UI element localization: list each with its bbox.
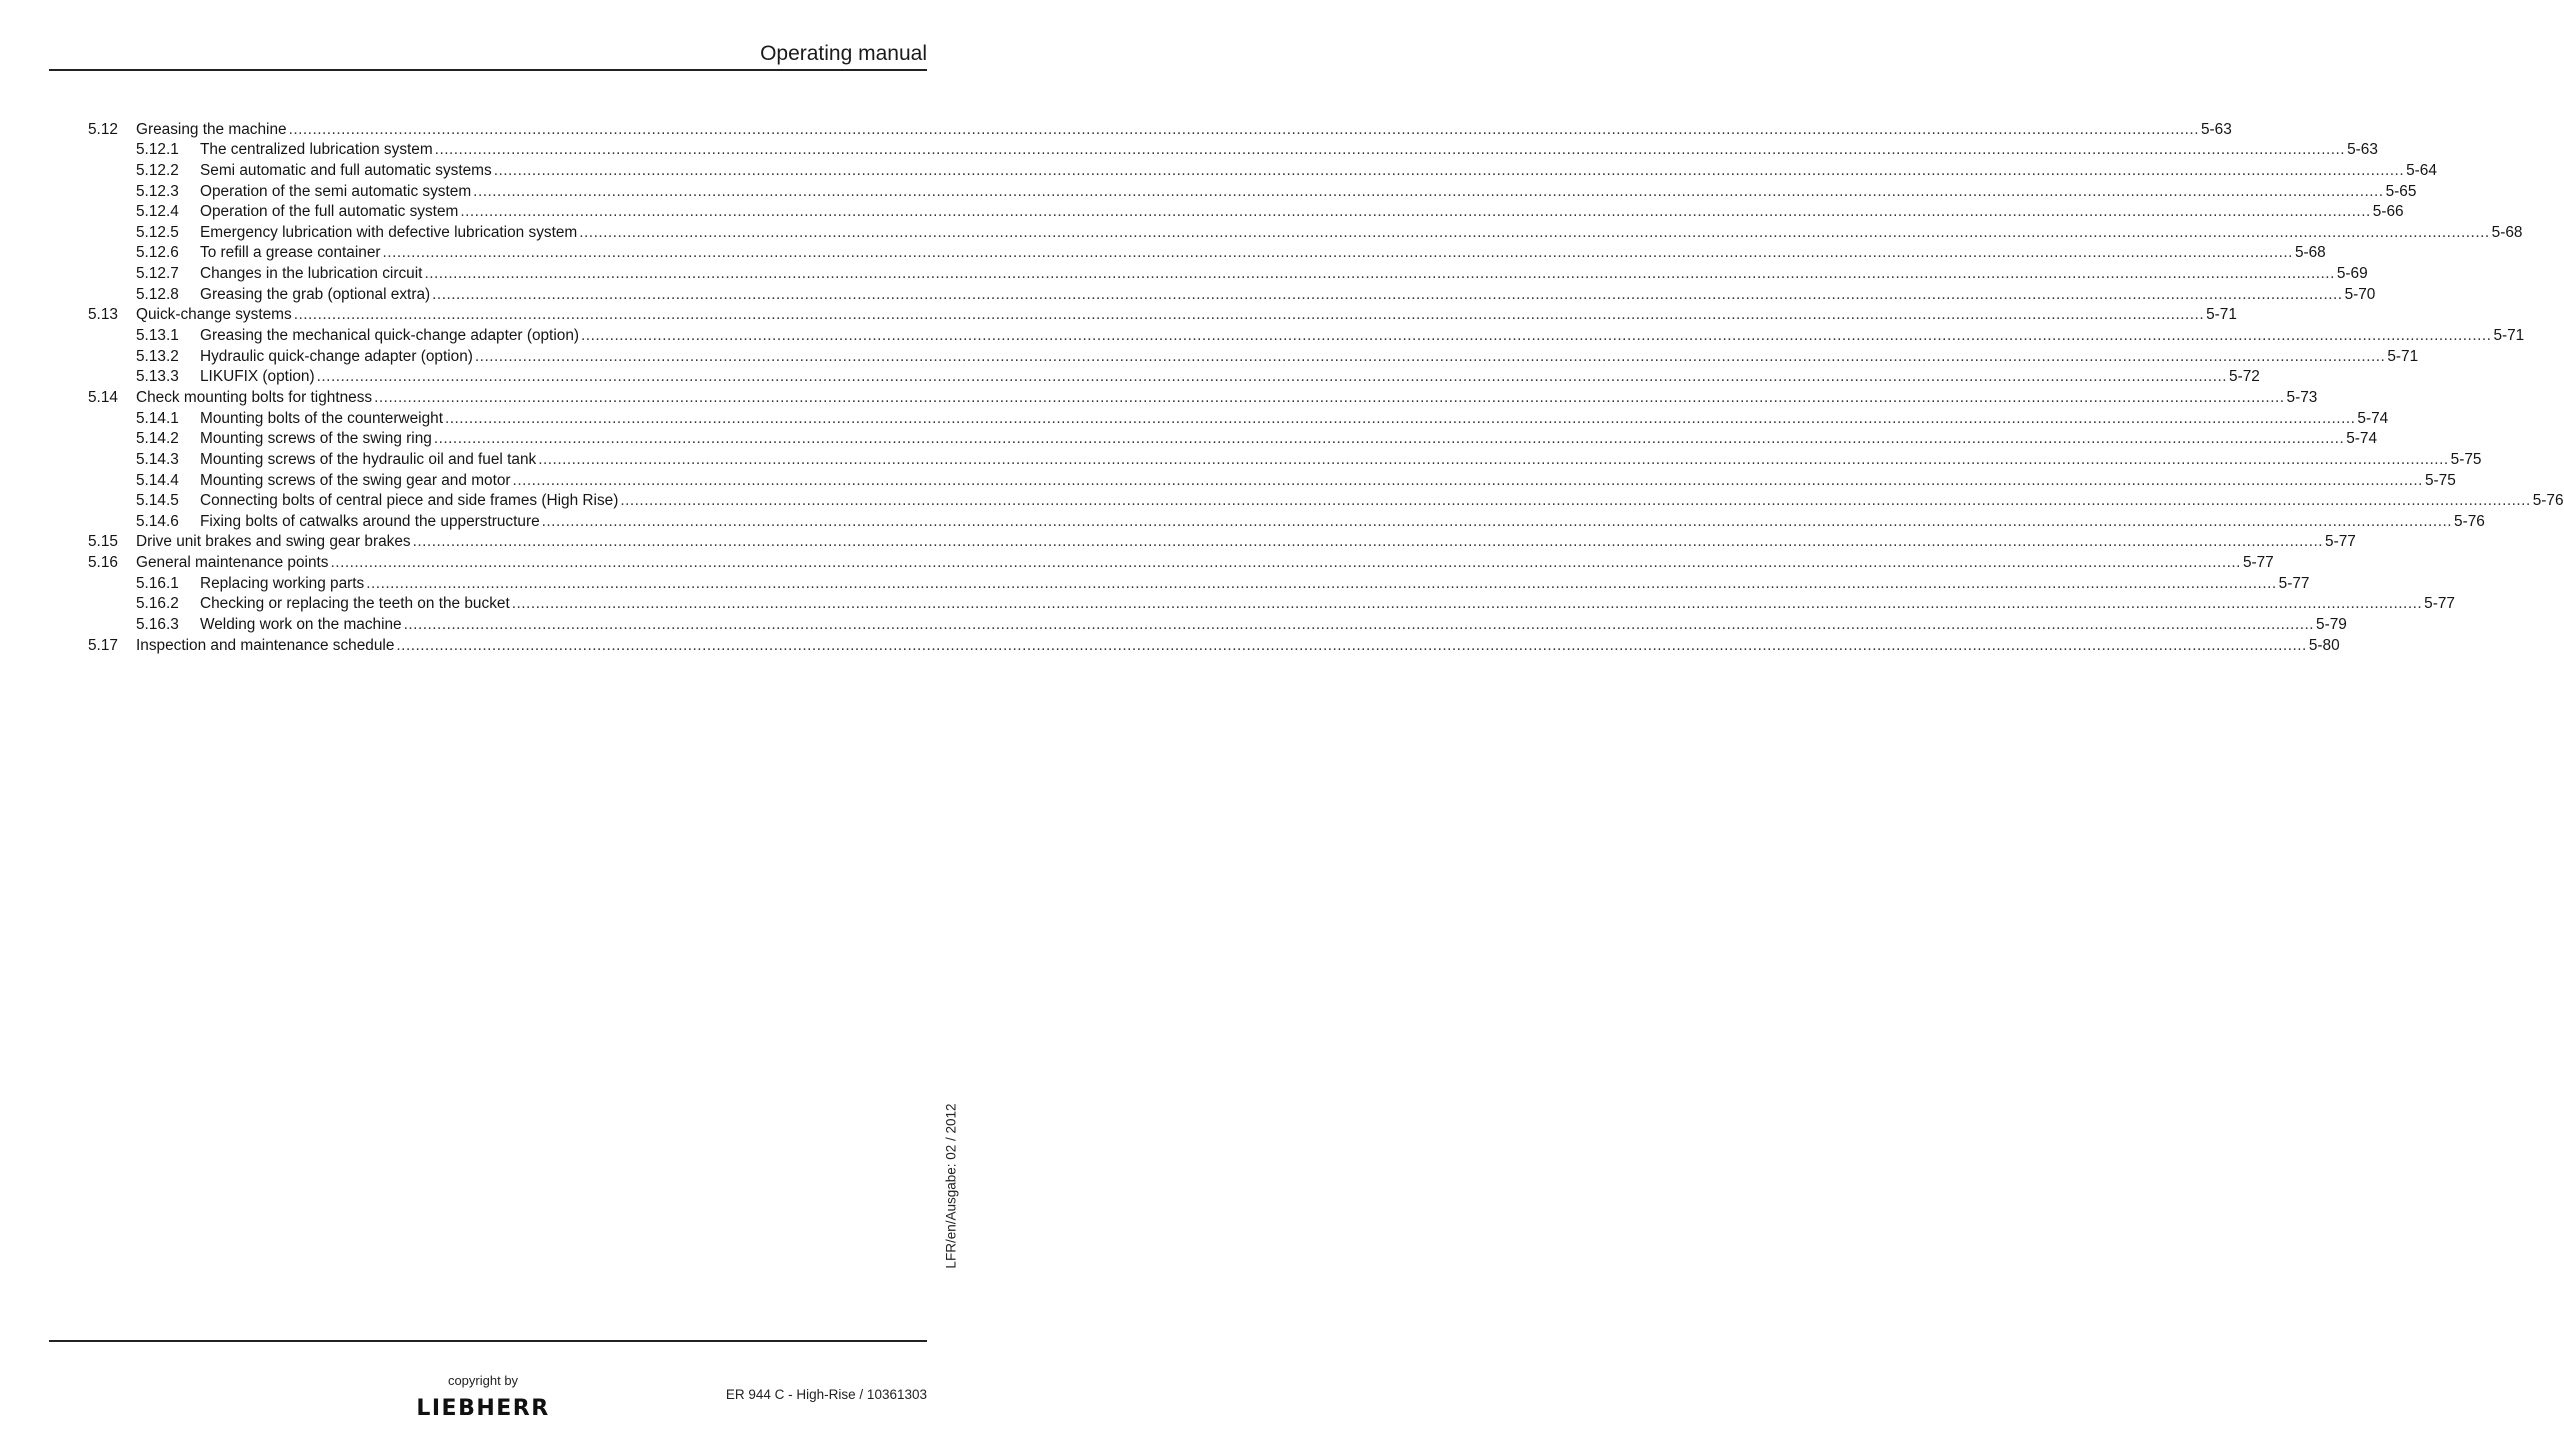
toc-subsection-entry bbox=[88, 407, 2389, 428]
toc-section-entry bbox=[88, 118, 2232, 139]
toc-dot-leader: ................................................................................................................................................................................................................................................................................................................................................................................................................ bbox=[541, 512, 2453, 530]
toc-entry-number: 5.14.4 bbox=[136, 471, 179, 489]
liebherr-logo: LIEBHERR bbox=[416, 1396, 550, 1421]
toc-entry-title: Greasing the machine bbox=[136, 120, 287, 138]
toc-entry-number: 5.14.2 bbox=[136, 430, 179, 448]
toc-entry-title: Quick-change systems bbox=[136, 306, 292, 324]
toc-entry-title: Changes in the lubrication circuit bbox=[200, 265, 423, 283]
edition-note: LFR/en/Ausgabe: 02 / 2012 bbox=[943, 1103, 959, 1269]
toc-dot-leader: ................................................................................................................................................................................................................................................................................................................................................................................................................ bbox=[412, 533, 2324, 551]
toc-subsection-entry bbox=[88, 448, 2482, 469]
footer-rule bbox=[49, 1340, 927, 1342]
toc-section-entry bbox=[88, 304, 2237, 325]
toc-entry-page: 5-75 bbox=[2450, 450, 2482, 468]
toc-entry-title: Inspection and maintenance schedule bbox=[136, 636, 395, 654]
toc-dot-leader: ................................................................................................................................................................................................................................................................................................................................................................................................................ bbox=[374, 388, 2285, 406]
toc-subsection-entry bbox=[88, 201, 2404, 222]
toc-entry-page: 5-72 bbox=[2229, 368, 2260, 386]
toc-dot-leader: ................................................................................................................................................................................................................................................................................................................................................................................................................ bbox=[493, 161, 2405, 179]
toc-entry-title: Operation of the full automatic system bbox=[200, 203, 459, 221]
toc-entry-number: 5.12.2 bbox=[136, 161, 179, 179]
toc-subsection-entry bbox=[88, 613, 2347, 634]
toc-entry-number: 5.17 bbox=[88, 636, 118, 654]
toc-entry-number: 5.16.3 bbox=[136, 616, 179, 634]
toc-entry-number: 5.12.4 bbox=[136, 203, 179, 221]
toc-entry-page: 5-64 bbox=[2406, 161, 2437, 179]
copyright-label: copyright by bbox=[447, 1373, 519, 1388]
toc-subsection-entry bbox=[88, 221, 2523, 242]
toc-entry-number: 5.13 bbox=[88, 306, 118, 324]
toc-dot-leader: ................................................................................................................................................................................................................................................................................................................................................................................................................ bbox=[403, 616, 2315, 634]
toc-entry-page: 5-66 bbox=[2372, 203, 2404, 221]
toc-dot-leader: ................................................................................................................................................................................................................................................................................................................................................................................................................ bbox=[424, 265, 2335, 283]
toc-dot-leader: ................................................................................................................................................................................................................................................................................................................................................................................................................ bbox=[474, 347, 2386, 365]
toc-dot-leader: ................................................................................................................................................................................................................................................................................................................................................................................................................ bbox=[433, 430, 2345, 448]
toc-entry-page: 5-71 bbox=[2493, 327, 2525, 345]
toc-entry-number: 5.14.1 bbox=[136, 409, 179, 427]
toc-subsection-entry bbox=[88, 572, 2310, 593]
toc-subsection-entry bbox=[88, 428, 2378, 449]
toc-entry-number: 5.16 bbox=[88, 554, 118, 572]
toc-entry-title: Check mounting bolts for tightness bbox=[136, 388, 373, 406]
toc-entry-number: 5.13.3 bbox=[136, 368, 179, 386]
toc-subsection-entry bbox=[88, 510, 2485, 531]
toc-dot-leader: ................................................................................................................................................................................................................................................................................................................................................................................................................ bbox=[473, 182, 2384, 200]
toc-entry-title: Semi automatic and full automatic systems bbox=[200, 161, 492, 179]
toc-dot-leader: ................................................................................................................................................................................................................................................................................................................................................................................................................ bbox=[460, 203, 2371, 221]
toc-entry-title: Greasing the mechanical quick-change adapter (option) bbox=[200, 327, 580, 345]
toc-entry-title: Mounting screws of the swing ring bbox=[200, 430, 432, 448]
toc-entry-title: Welding work on the machine bbox=[200, 616, 402, 634]
toc-entry-title: General maintenance points bbox=[136, 554, 329, 572]
toc-subsection-entry bbox=[88, 345, 2419, 366]
page-header-title: Operating manual bbox=[760, 42, 927, 65]
toc-dot-leader: ................................................................................................................................................................................................................................................................................................................................................................................................................ bbox=[581, 327, 2492, 345]
toc-dot-leader: ................................................................................................................................................................................................................................................................................................................................................................................................................ bbox=[293, 306, 2205, 324]
toc-entry-title: Hydraulic quick-change adapter (option) bbox=[200, 347, 473, 365]
toc-entry-page: 5-74 bbox=[2346, 430, 2378, 448]
toc-entry-title: Emergency lubrication with defective lubrication system bbox=[200, 223, 578, 241]
toc-entry-title: To refill a grease container bbox=[200, 244, 381, 262]
toc-entry-number: 5.12.6 bbox=[136, 244, 179, 262]
toc-dot-leader: ................................................................................................................................................................................................................................................................................................................................................................................................................ bbox=[316, 368, 2228, 386]
toc-entry-page: 5-68 bbox=[2294, 244, 2326, 262]
toc-entry-number: 5.16.2 bbox=[136, 595, 179, 613]
toc-entry-title: Mounting screws of the swing gear and motor bbox=[200, 471, 511, 489]
toc-entry-number: 5.12.5 bbox=[136, 223, 179, 241]
toc-entry-title: Operation of the semi automatic system bbox=[200, 182, 472, 200]
toc-dot-leader: ................................................................................................................................................................................................................................................................................................................................................................................................................ bbox=[512, 471, 2423, 489]
toc-subsection-entry bbox=[88, 180, 2417, 201]
toc-entry-page: 5-71 bbox=[2387, 347, 2419, 365]
toc-entry-number: 5.12.3 bbox=[136, 182, 179, 200]
toc-entry-title: The centralized lubrication system bbox=[200, 141, 433, 159]
toc-dot-leader: ................................................................................................................................................................................................................................................................................................................................................................................................................ bbox=[538, 450, 2449, 468]
toc-entry-page: 5-71 bbox=[2206, 306, 2237, 324]
toc-entry-number: 5.13.2 bbox=[136, 347, 179, 365]
toc-entry-page: 5-80 bbox=[2308, 636, 2340, 654]
toc-entry-title: Mounting screws of the hydraulic oil and fuel tank bbox=[200, 450, 537, 468]
toc-dot-leader: ................................................................................................................................................................................................................................................................................................................................................................................................................ bbox=[579, 223, 2490, 241]
toc-subsection-entry bbox=[88, 262, 2368, 283]
toc-dot-leader: ................................................................................................................................................................................................................................................................................................................................................................................................................ bbox=[396, 636, 2307, 654]
toc-subsection-entry bbox=[88, 324, 2525, 345]
toc-entry-number: 5.14 bbox=[88, 388, 118, 406]
toc-entry-number: 5.16.1 bbox=[136, 574, 179, 592]
toc-entry-page: 5-77 bbox=[2325, 533, 2356, 551]
toc-entry-page: 5-75 bbox=[2424, 471, 2456, 489]
document-reference: ER 944 C - High-Rise / 10361303 bbox=[725, 1387, 927, 1402]
toc-subsection-entry bbox=[88, 139, 2378, 160]
toc-entry-number: 5.12.7 bbox=[136, 265, 179, 283]
toc-subsection-entry bbox=[88, 593, 2455, 614]
toc-dot-leader: ................................................................................................................................................................................................................................................................................................................................................................................................................ bbox=[444, 409, 2356, 427]
toc-subsection-entry bbox=[88, 490, 2564, 511]
toc-entry-title: LIKUFIX (option) bbox=[200, 368, 315, 386]
toc-entry-page: 5-73 bbox=[2286, 388, 2318, 406]
table-of-contents bbox=[88, 118, 2564, 655]
toc-subsection-entry bbox=[88, 242, 2326, 263]
toc-entry-page: 5-76 bbox=[2454, 512, 2485, 530]
toc-entry-title: Connecting bolts of central piece and side frames (High Rise) bbox=[200, 492, 619, 510]
toc-entry-page: 5-77 bbox=[2424, 595, 2455, 613]
toc-entry-page: 5-70 bbox=[2344, 285, 2376, 303]
toc-entry-page: 5-74 bbox=[2357, 409, 2389, 427]
toc-entry-number: 5.15 bbox=[88, 533, 118, 551]
toc-entry-title: Greasing the grab (optional extra) bbox=[200, 285, 431, 303]
toc-entry-page: 5-79 bbox=[2316, 616, 2347, 634]
toc-dot-leader: ................................................................................................................................................................................................................................................................................................................................................................................................................ bbox=[288, 120, 2199, 138]
toc-dot-leader: ................................................................................................................................................................................................................................................................................................................................................................................................................ bbox=[366, 574, 2277, 592]
toc-dot-leader: ................................................................................................................................................................................................................................................................................................................................................................................................................ bbox=[434, 141, 2346, 159]
toc-entry-number: 5.14.5 bbox=[136, 492, 179, 510]
toc-entry-number: 5.12.1 bbox=[136, 141, 179, 159]
toc-subsection-entry bbox=[88, 283, 2376, 304]
toc-subsection-entry bbox=[88, 366, 2260, 387]
toc-entry-number: 5.12 bbox=[88, 120, 118, 138]
toc-entry-page: 5-65 bbox=[2385, 182, 2417, 200]
toc-entry-page: 5-76 bbox=[2532, 492, 2564, 510]
toc-entry-title: Checking or replacing the teeth on the bucket bbox=[200, 595, 510, 613]
toc-section-entry bbox=[88, 551, 2274, 572]
toc-entry-number: 5.12.8 bbox=[136, 285, 179, 303]
toc-entry-number: 5.14.6 bbox=[136, 512, 179, 530]
toc-dot-leader: ................................................................................................................................................................................................................................................................................................................................................................................................................ bbox=[620, 492, 2531, 510]
toc-section-entry bbox=[88, 386, 2318, 407]
toc-section-entry bbox=[88, 531, 2356, 552]
toc-entry-page: 5-77 bbox=[2242, 554, 2274, 572]
toc-dot-leader: ................................................................................................................................................................................................................................................................................................................................................................................................................ bbox=[330, 554, 2241, 572]
toc-entry-number: 5.14.3 bbox=[136, 450, 179, 468]
toc-dot-leader: ................................................................................................................................................................................................................................................................................................................................................................................................................ bbox=[382, 244, 2293, 262]
toc-entry-page: 5-77 bbox=[2278, 574, 2310, 592]
toc-entry-title: Replacing working parts bbox=[200, 574, 365, 592]
header-rule bbox=[49, 69, 927, 71]
toc-subsection-entry bbox=[88, 159, 2437, 180]
toc-entry-page: 5-63 bbox=[2201, 120, 2232, 138]
toc-entry-title: Drive unit brakes and swing gear brakes bbox=[136, 533, 411, 551]
toc-entry-title: Mounting bolts of the counterweight bbox=[200, 409, 443, 427]
toc-entry-page: 5-69 bbox=[2336, 265, 2368, 283]
toc-entry-title: Fixing bolts of catwalks around the upperstructure bbox=[200, 512, 540, 530]
toc-section-entry bbox=[88, 634, 2340, 655]
toc-entry-number: 5.13.1 bbox=[136, 327, 179, 345]
toc-dot-leader: ................................................................................................................................................................................................................................................................................................................................................................................................................ bbox=[432, 285, 2343, 303]
toc-dot-leader: ................................................................................................................................................................................................................................................................................................................................................................................................................ bbox=[511, 595, 2423, 613]
toc-entry-page: 5-68 bbox=[2491, 223, 2523, 241]
toc-subsection-entry bbox=[88, 469, 2456, 490]
toc-entry-page: 5-63 bbox=[2347, 141, 2378, 159]
